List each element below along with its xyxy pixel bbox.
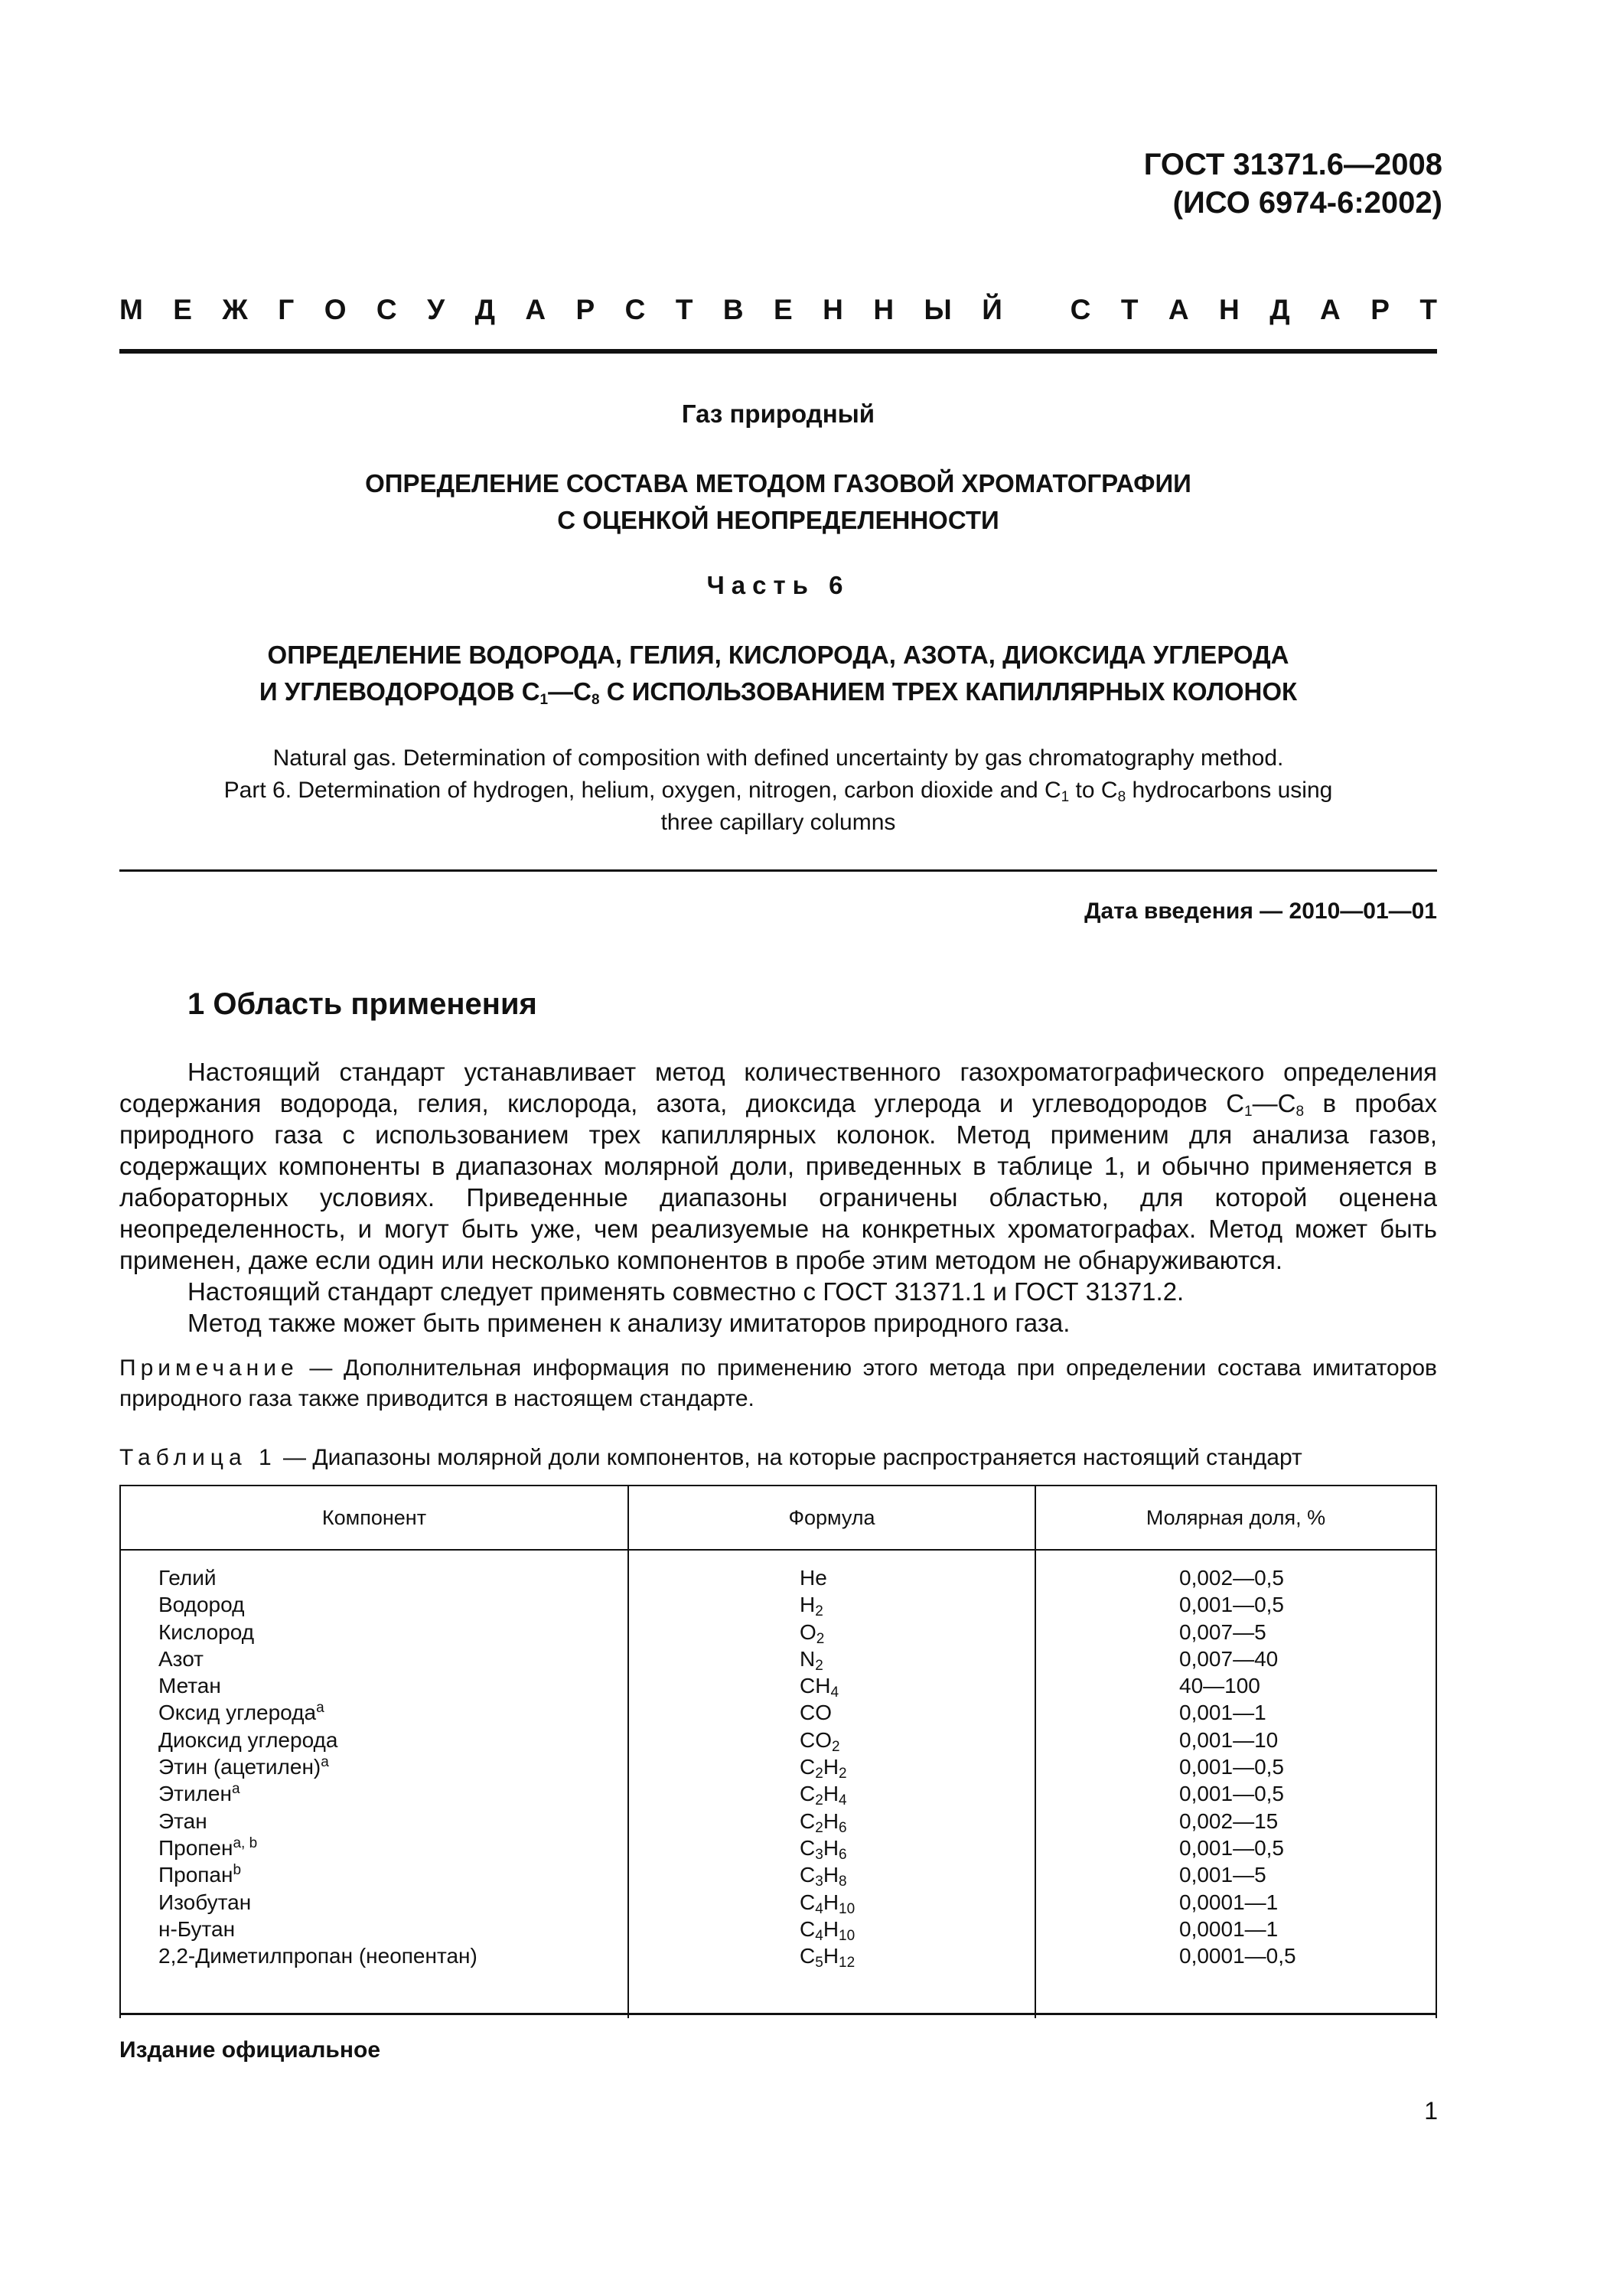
mole-fraction-range: 0,001—10 (1179, 1727, 1279, 1752)
component-name: Пропен$^{a, b}$ (158, 1835, 258, 1860)
table-header-row (120, 1486, 1436, 1550)
mole-fraction-range: 0,001—0,5 (1179, 1755, 1284, 1779)
mole-fraction-range: 0,002—0,5 (1179, 1566, 1284, 1590)
english-title-line3: three capillary columns (660, 810, 896, 835)
mole-fraction-range: 0,0001—1 (1179, 1916, 1279, 1941)
component-formula: $C_4H_{10}$ (800, 1916, 855, 1944)
mole-fraction-range: 0,007—40 (1179, 1646, 1279, 1671)
banner-letter: С (376, 294, 397, 325)
footer-rule (119, 2013, 1437, 2015)
banner-letter: О (324, 294, 347, 325)
component-formula: $O_2$ (800, 1619, 825, 1647)
banner-letter: Д (474, 294, 495, 325)
mole-fraction-range: 0,0001—1 (1179, 1890, 1279, 1914)
section-heading: 1 Область применения (187, 987, 537, 1021)
banner-letter: А (1320, 294, 1341, 325)
banner-letter: Е (774, 294, 793, 325)
component-formula: $C_2H_4$ (800, 1782, 847, 1809)
title-rule (119, 869, 1437, 872)
header-rule (119, 349, 1437, 354)
title-subtitle (119, 637, 1437, 710)
mole-fraction-range: 0,001—5 (1179, 1863, 1266, 1887)
banner-letter: А (525, 294, 546, 325)
formula-column (628, 1550, 1035, 2018)
edition-label: Издание официальное (119, 2037, 381, 2063)
paragraph-simulators: Метод также может быть применен к анализу имитаторов природного газа. (187, 1309, 1071, 1337)
component-name: Оксид углерода$^a$ (158, 1700, 324, 1725)
title-gas: Газ природный (681, 400, 875, 428)
banner-letter: А (1168, 294, 1189, 325)
interstate-standard-banner (119, 294, 1437, 326)
banner-letter: Й (982, 294, 1002, 325)
component-formula: $C_3H_6$ (800, 1835, 847, 1863)
component-name: Этин (ацетилен)$^a$ (158, 1754, 329, 1779)
title-main-line2: С ОЦЕНКОЙ НЕОПРЕДЕЛЕННОСТИ (557, 506, 999, 534)
banner-gap (1032, 294, 1040, 326)
banner-letter: Ы (924, 294, 952, 325)
banner-letter: С (1070, 294, 1091, 325)
component-formula: CO (800, 1701, 832, 1725)
banner-letter: Н (1219, 294, 1240, 325)
component-name: Азот (158, 1646, 204, 1671)
component-formula: $CO_2$ (800, 1727, 840, 1755)
banner-letter: С (624, 294, 646, 325)
component-formula: $H_2$ (800, 1593, 823, 1620)
mole-fraction-range: 0,001—1 (1179, 1701, 1266, 1725)
table-body-row (120, 1550, 1436, 2018)
mole-fraction-range: 0,007—5 (1179, 1619, 1266, 1644)
title-sub-line2: И УГЛЕВОДОРОДОВ $C_1—C_8$ С ИСПОЛЬЗОВАНИЕМ ТРЕХ КАПИЛЛЯРНЫХ КОЛОНОК (259, 677, 1298, 708)
banner-letter: Т (1120, 294, 1139, 325)
component-column (120, 1550, 628, 2018)
effective-date: Дата введения — 2010—01—01 (1084, 899, 1437, 924)
note (119, 1353, 1437, 1414)
page-number: 1 (1424, 2097, 1438, 2125)
components-table (119, 1485, 1437, 2018)
component-name: Изобутан (158, 1890, 252, 1914)
component-name: Гелий (158, 1566, 217, 1590)
component-formula: He (800, 1566, 827, 1590)
component-formula: $C_3H_8$ (800, 1863, 847, 1890)
banner-letter: Д (1269, 294, 1290, 325)
component-formula: $N_2$ (800, 1646, 823, 1674)
component-name: Метан (158, 1674, 221, 1698)
mole-fraction-range: 0,001—0,5 (1179, 1593, 1284, 1617)
banner-letter: Г (278, 294, 295, 325)
component-name: Этилен$^a$ (158, 1781, 240, 1806)
banner-letter: Ж (222, 294, 248, 325)
component-formula: $CH_4$ (800, 1674, 839, 1701)
mole-fraction-range: 0,002—15 (1179, 1808, 1279, 1833)
iso-number: (ИСО 6974-6:2002) (1172, 186, 1442, 220)
standard-designation (1144, 145, 1442, 222)
component-formula: $C_2H_6$ (800, 1808, 847, 1836)
banner-letter: Р (1370, 294, 1390, 325)
component-name: Диоксид углерода (158, 1727, 338, 1752)
title-sub-line1: ОПРЕДЕЛЕНИЕ ВОДОРОДА, ГЕЛИЯ, КИСЛОРОДА, АЗОТА, ДИОКСИДА УГЛЕРОДА (267, 641, 1289, 669)
banner-letter: М (119, 294, 143, 325)
component-name: Этан (158, 1808, 207, 1833)
banner-letter: Е (173, 294, 192, 325)
banner-letter: Н (873, 294, 895, 325)
component-formula: $C_4H_{10}$ (800, 1890, 855, 1917)
component-formula: $C_2H_2$ (800, 1755, 847, 1782)
header-formula: Формула (628, 1486, 1035, 1550)
mole-fraction-column (1035, 1550, 1436, 2018)
component-formula: $C_5H_{12}$ (800, 1944, 855, 1971)
table-caption-text: — Диапазоны молярной доли компонентов, на которые распространяется настоящий стандарт (276, 1445, 1302, 1470)
banner-letter: Н (823, 294, 843, 325)
banner-letter: Т (675, 294, 693, 325)
table-caption-label: Таблица 1 (119, 1445, 277, 1470)
banner-letter: Т (1419, 294, 1437, 325)
mole-fraction-range: 40—100 (1179, 1674, 1260, 1698)
english-title (119, 742, 1437, 839)
paragraph-scope: Настоящий стандарт устанавливает метод количественного газохроматографического определения содержания водорода, гелия, кислорода, азота, диоксида углерода и углеводородов $C_1—C_8$ в пробах природного газа с использованием трех капиллярных колонок. Метод применим для анализа газов, содержащих компоненты в диапазонах молярной доли, приведенных в таблице 1, и обычно применяется в лабораторных условиях. Приведенные диапазоны ограничены областью, для которой оценена неопределенность, и могут быть уже, чем реализуемые на конкретных хроматографах. Метод может быть применен, даже если один или несколько компонентов в пробе этим методом не обнаруживаются. (119, 1058, 1437, 1274)
component-name: Водород (158, 1593, 245, 1617)
banner-letter: Р (575, 294, 595, 325)
mole-fraction-range: 0,0001—0,5 (1179, 1944, 1296, 1968)
gost-number: ГОСТ 31371.6—2008 (1143, 148, 1442, 181)
header-mole-fraction: Молярная доля, % (1035, 1486, 1436, 1550)
banner-letter: У (427, 294, 445, 325)
title-part: Часть 6 (706, 571, 850, 599)
english-title-line2: Part 6. Determination of hydrogen, helium, oxygen, nitrogen, carbon dioxide and $C_1$ to $C_8$ hydrocarbons using (223, 778, 1333, 805)
section-body (119, 1056, 1437, 1339)
banner-letter: В (722, 294, 744, 325)
mole-fraction-range: 0,001—0,5 (1179, 1782, 1284, 1806)
component-name: Кислород (158, 1619, 255, 1644)
title-main (119, 465, 1437, 539)
component-name: н-Бутан (158, 1916, 236, 1941)
component-name: Пропан$^b$ (158, 1862, 242, 1887)
mole-fraction-range: 0,001—0,5 (1179, 1835, 1284, 1860)
note-text: — Дополнительная информация по применению этого метода при определении состава имитаторов природного газа также приводится в настоящем стандарте. (119, 1355, 1437, 1411)
component-name: 2,2-Диметилпропан (неопентан) (158, 1944, 477, 1968)
paragraph-related-standards: Настоящий стандарт следует применять совместно с ГОСТ 31371.1 и ГОСТ 31371.2. (187, 1277, 1185, 1306)
english-title-line1: Natural gas. Determination of composition with defined uncertainty by gas chromatography method. (272, 745, 1284, 771)
header-component: Компонент (120, 1486, 628, 1550)
title-main-line1: ОПРЕДЕЛЕНИЕ СОСТАВА МЕТОДОМ ГАЗОВОЙ ХРОМАТОГРАФИИ (365, 469, 1191, 497)
table-caption (119, 1445, 1302, 1471)
note-label: Примечание (119, 1355, 298, 1381)
